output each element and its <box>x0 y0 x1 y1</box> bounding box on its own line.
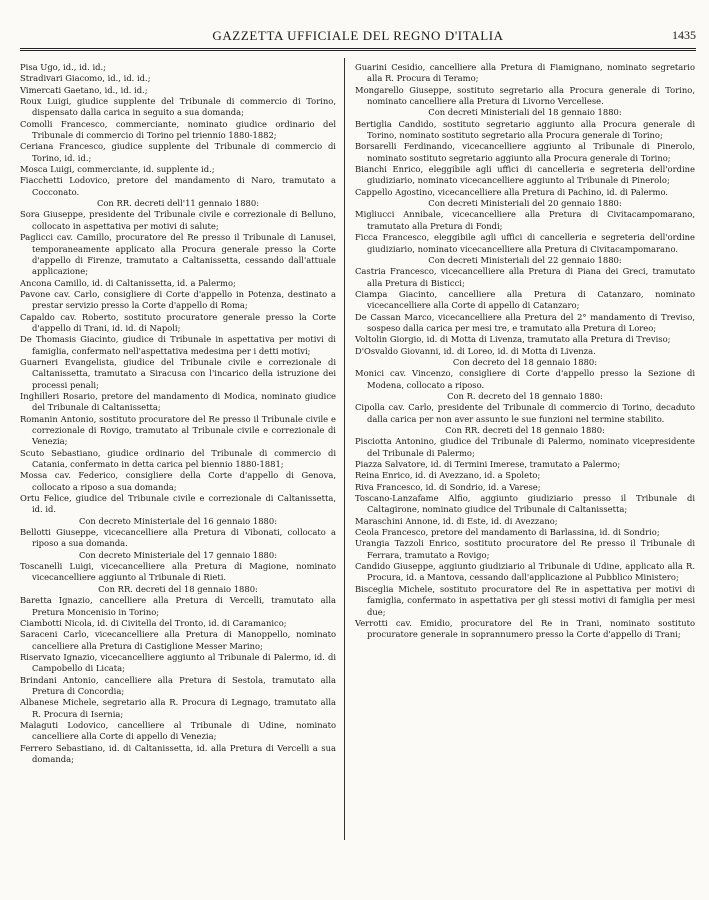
decree-entry: Guarneri Evangelista, giudice del Tribunale civile e correzionale di Caltanissetta, tramutato a Siracusa con l'incarico della istruzione dei processi penali; <box>20 356 336 390</box>
decree-entry: Roux Luigi, giudice supplente del Tribunale di commercio di Torino, dispensato dalla carica in seguito a sua domanda; <box>20 96 336 118</box>
decree-heading: Con decreto del 18 gennaio 1880: <box>452 356 598 367</box>
decree-heading: Con decreto Ministeriale del 16 gennaio 1880: <box>78 515 278 526</box>
decree-entry: Guarini Cesidio, cancelliere alla Pretura di Fiamignano, nominato segretario alla R. Procura di Teramo; <box>355 62 695 84</box>
page-number: 1435 <box>672 28 696 42</box>
decree-entry: De Thomasis Giacinto, giudice di Tribunale in aspettativa per motivi di famiglia, confermato nell'aspettativa medesima per i detti motivi; <box>20 334 336 356</box>
decree-entry: Riva Francesco, id. di Sondrio, id. a Varese; <box>355 481 541 492</box>
decree-entry: Cappello Agostino, vicecancelliere alla Pretura di Pachino, id. di Palermo. <box>355 186 669 197</box>
page-header <box>20 28 696 46</box>
decree-entry: Toscano-Lanzafame Alfio, aggiunto giudiziario presso il Tribunale di Caltagirone, nominato giudice del Tribunale di Caltanissetta; <box>355 493 695 515</box>
decree-heading: Con decreti Ministeriali del 20 gennaio 1880: <box>428 198 622 209</box>
decree-entry: Saraceni Carlo, vicecancelliere alla Pretura di Manoppello, nominato cancelliere alla Pretura di Castiglione Messer Marino; <box>20 629 336 651</box>
decree-entry: Migliucci Annibale, vicecancelliere alla Pretura di Civitacampomarano, tramutato alla Pretura di Fondi; <box>355 209 695 231</box>
decree-heading: Con decreti Ministeriali del 22 gennaio 1880: <box>428 254 622 265</box>
decree-entry: Capaldo cav. Roberto, sostituto procuratore generale presso la Corte d'appello di Trani, id. id. di Napoli; <box>20 311 336 333</box>
decree-entry: Reina Enrico, id. di Avezzano, id. a Spoleto; <box>355 470 541 481</box>
decree-entry: D'Osvaldo Giovanni, id. di Loreo, id. di Motta di Livenza. <box>355 345 596 356</box>
decree-entry: Ficca Francesco, eleggibile agli uffici di cancelleria e segreteria dell'ordine giudiziario, nominato vicecancelliere alla Pretura di Civitacampomarano. <box>355 232 695 254</box>
decree-entry: Mosca Luigi, commerciante, id. supplente id.; <box>20 164 215 175</box>
decree-entry: Pisciotta Antonino, giudice del Tribunale di Palermo, nominato vicepresidente del Tribunale di Palermo; <box>355 436 695 458</box>
decree-entry: Mongarello Giuseppe, sostituto segretario alla Procura generale di Torino, nominato cancelliere alla Pretura di Livorno Vercellese. <box>355 84 695 107</box>
decree-entry: Ceriana Francesco, giudice supplente del Tribunale di commercio di Torino, id. id.; <box>20 141 336 163</box>
header-rule-thin <box>20 50 696 51</box>
decree-entry: Vimercati Gaetano, id., id. id.; <box>20 84 148 95</box>
decree-entry: Urangia Tazzoli Enrico, sostituto procuratore del Re presso il Tribunale di Ferrara, tramutato a Rovigo; <box>355 538 695 560</box>
decree-heading: Con decreto Ministeriale del 17 gennaio 1880: <box>78 549 278 560</box>
decree-entry: Malaguti Lodovico, cancelliere al Tribunale di Udine, nominato cancelliere alla Corte di appello di Venezia; <box>20 719 336 742</box>
decree-entry: Baretta Ignazio, cancelliere alla Pretura di Vercelli, tramutato alla Pretura Moncenisio in Torino; <box>20 595 336 617</box>
decree-entry: Bisceglia Michele, sostituto procuratore del Re in aspettativa per motivi di famiglia, confermato in aspettativa per gli stessi motivi di famiglia per mesi due; <box>355 583 695 617</box>
column-divider <box>344 58 345 840</box>
decree-entry: Piazza Salvatore, id. di Termini Imerese, tramutato a Palermo; <box>355 459 621 470</box>
decree-heading: Con R. decreto del 18 gennaio 1880: <box>447 390 603 401</box>
decree-entry: Brindani Antonio, cancelliere alla Pretura di Sestola, tramutato alla Pretura di Concordia; <box>20 674 336 696</box>
decree-entry: De Cassan Marco, vicecancelliere alla Pretura del 2° mandamento di Treviso, sospeso dalla carica per mesi tre, e tramutato alla Pretura di Loreo; <box>355 311 695 333</box>
decree-entry: Riservato Ignazio, vicecancelliere aggiunto al Tribunale di Palermo, id. di Campobello di Licata; <box>20 651 336 674</box>
decree-entry: Pavone cav. Carlo, consigliere di Corte d'appello in Potenza, destinato a prestar servizio presso la Corte d'appello di Roma; <box>20 288 336 311</box>
decree-entry: Ancona Camillo, id. di Caltanissetta, id. a Palermo; <box>20 277 236 288</box>
decree-entry: Ciambotti Nicola, id. di Civitella del Tronto, id. di Caramanico; <box>20 617 287 628</box>
decree-entry: Candido Giuseppe, aggiunto giudiziario al Tribunale di Udine, applicato alla R. Procura, id. a Mantova, cessando dall'applicazione al Pubblico Ministero; <box>355 561 695 583</box>
decree-entry: Inghilleri Rosario, pretore del mandamento di Modica, nominato giudice del Tribunale di Caltanissetta; <box>20 390 336 413</box>
decree-entry: Albanese Michele, segretario alla R. Procura di Legnago, tramutato alla R. Procura di Isernia; <box>20 697 336 719</box>
decree-entry: Fiacchetti Lodovico, pretore del mandamento di Naro, tramutato a Cocconato. <box>20 175 336 197</box>
decree-entry: Voltolin Giorgio, id. di Motta di Livenza, tramutato alla Pretura di Treviso; <box>355 334 671 345</box>
left-column <box>20 62 336 765</box>
decree-entry: Pisa Ugo, id., id. id.; <box>20 62 106 72</box>
gazette-title: GAZZETTA UFFICIALE DEL REGNO D'ITALIA <box>212 28 504 43</box>
decree-entry: Bianchi Enrico, eleggibile agli uffici di cancelleria e segreteria dell'ordine giudiziario, nominato vicecancelliere aggiunto al Tribunale di Pinerolo; <box>355 164 695 186</box>
decree-entry: Cipolla cav. Carlo, presidente del Tribunale di commercio di Torino, decaduto dalla carica per non aver assunto le sue funzioni nel termine stabilito. <box>355 402 695 424</box>
decree-entry: Comolli Francesco, commerciante, nominato giudice ordinario del Tribunale di commercio di Torino pel triennio 1880-1882; <box>20 118 336 141</box>
decree-entry: Ceola Francesco, pretore del mandamento di Barlassina, id. di Sondrio; <box>355 527 660 538</box>
decree-entry: Ferrero Sebastiano, id. di Caltanissetta, id. alla Pretura di Vercelli a sua domanda; <box>20 742 336 764</box>
decree-entry: Toscanelli Luigi, vicecancelliere alla Pretura di Magione, nominato vicecancelliere aggiunto al Tribunale di Rieti. <box>20 561 336 583</box>
decree-entry: Monici cav. Vincenzo, consigliere di Corte d'appello presso la Sezione di Modena, collocato a riposo. <box>355 368 695 390</box>
decree-heading: Con RR. decreti del 18 gennaio 1880: <box>445 425 605 435</box>
decree-heading: Con decreti Ministeriali del 18 gennaio 1880: <box>428 107 622 118</box>
decree-entry: Verrotti cav. Emidio, procuratore del Re in Trani, nominato sostituto procuratore generale in soprannumero presso la Corte d'appello di Trani; <box>355 617 695 640</box>
decree-entry: Romanin Antonio, sostituto procuratore del Re presso il Tribunale civile e correzionale di Rovigo, tramutato al Tribunale civile e correzionale di Venezia; <box>20 413 336 447</box>
decree-entry: Borsarelli Ferdinando, vicecancelliere aggiunto al Tribunale di Pinerolo, nominato sostituto segretario aggiunto alla Procura generale di Torino; <box>355 141 695 163</box>
decree-entry: Castria Francesco, vicecancelliere alla Pretura di Piana dei Greci, tramutato alla Pretura di Bisticci; <box>355 266 695 288</box>
decree-entry: Maraschini Annone, id. di Este, id. di Avezzano; <box>355 515 558 526</box>
decree-entry: Bellotti Giuseppe, vicecancelliere alla Pretura di Vibonati, collocato a riposo a sua domanda. <box>20 527 336 549</box>
header-rule <box>20 48 696 49</box>
decree-entry: Scuto Sebastiano, giudice ordinario del Tribunale di commercio di Catania, confermato in detta carica pel biennio 1880-1881; <box>20 447 336 470</box>
decree-entry: Stradivari Giacomo, id., id. id.; <box>20 73 151 84</box>
decree-entry: Paglicci cav. Camillo, procuratore del Re presso il Tribunale di Lanusei, temporaneamente applicato alla Procura generale presso la Corte d'appello di Firenze, tramutato a Caltanissetta, cessando dall'attuale applicazione; <box>20 232 336 277</box>
decree-entry: Bertiglia Candido, sostituto segretario aggiunto alla Procura generale di Torino, nominato sostituto segretario alla Procura generale di Torino; <box>355 118 695 141</box>
decree-heading: Con RR. decreti del 18 gennaio 1880: <box>98 583 258 594</box>
right-column <box>355 62 695 641</box>
decree-heading: Con RR. decreti dell'11 gennaio 1880: <box>96 198 260 209</box>
decree-entry: Ortu Felice, giudice del Tribunale civile e correzionale di Caltanissetta, id. id. <box>20 493 336 515</box>
decree-entry: Ciampa Giacinto, cancelliere alla Pretura di Catanzaro, nominato vicecancelliere alla Corte di appello di Catanzaro; <box>355 288 695 311</box>
decree-entry: Mossa cav. Federico, consigliere della Corte d'appello di Genova, collocato a riposo a sua domanda; <box>20 470 336 492</box>
decree-entry: Sora Giuseppe, presidente del Tribunale civile e correzionale di Belluno, collocato in aspettativa per motivi di salute; <box>20 209 336 231</box>
